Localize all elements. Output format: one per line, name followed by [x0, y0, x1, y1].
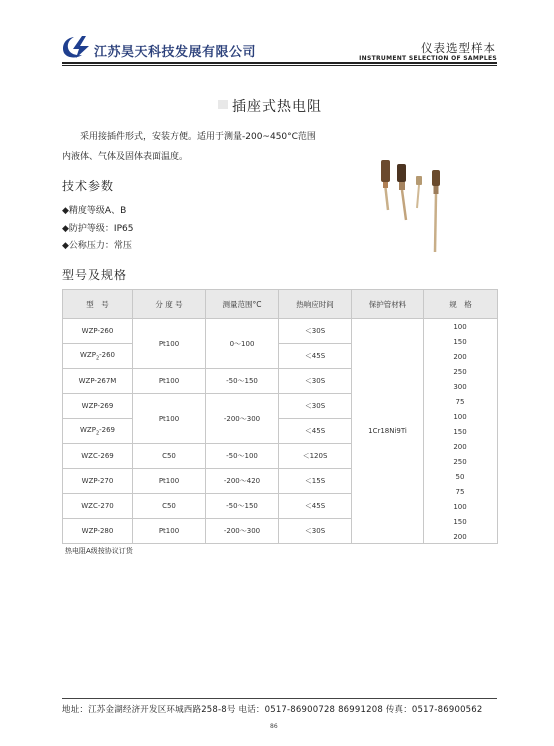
response-cell: ＜45S — [279, 494, 352, 519]
catalog-title-en: INSTRUMENT SELECTION OF SAMPLES — [359, 55, 497, 62]
header-rule-thin — [62, 65, 497, 66]
spec-value: 75 — [455, 488, 465, 496]
spec-value: 200 — [453, 443, 467, 451]
response-cell: ＜15S — [279, 469, 352, 494]
response-cell: ＜30S — [279, 369, 352, 394]
table-note: 热电阻A级按协议订货 — [65, 547, 133, 555]
spec-value: 150 — [453, 518, 467, 526]
spec-value: 300 — [453, 383, 467, 391]
spec-value: 150 — [453, 428, 467, 436]
spec-value: 50 — [455, 473, 465, 481]
graduation-cell: Pt100 — [133, 519, 206, 544]
response-cell: ＜45S — [279, 344, 352, 369]
range-cell: 0～100 — [206, 319, 279, 369]
catalog-title-cn: 仪表选型样本 — [421, 41, 496, 55]
col-header-response: 热响应时间 — [279, 290, 352, 319]
feature-pressure: ◆公称压力：常压 — [62, 241, 132, 251]
col-header-range: 测量范围°C — [206, 290, 279, 319]
model-cell: WZP-267M — [63, 369, 133, 394]
col-header-model: 型 号 — [63, 290, 133, 319]
model-cell: $WZP_2-269$ — [63, 419, 133, 444]
graduation-cell: Pt100 — [133, 394, 206, 444]
col-header-material: 保护管材料 — [352, 290, 424, 319]
response-cell: ＜30S — [279, 319, 352, 344]
range-cell: -200～420 — [206, 469, 279, 494]
spec-values — [423, 317, 497, 544]
header-rule — [62, 62, 497, 64]
range-cell: -50～150 — [206, 494, 279, 519]
spec-value: 200 — [453, 353, 467, 361]
col-header-graduation: 分 度 号 — [133, 290, 206, 319]
graduation-cell: Pt100 — [133, 369, 206, 394]
company-logo — [60, 34, 92, 60]
graduation-cell: C50 — [133, 494, 206, 519]
company-name: 江苏昊天科技发展有限公司 — [94, 45, 257, 60]
range-cell: -200～300 — [206, 519, 279, 544]
spec-value: 150 — [453, 338, 467, 346]
range-cell: -200～300 — [206, 394, 279, 444]
table-header-row — [63, 290, 498, 319]
response-cell: ＜120S — [279, 444, 352, 469]
response-cell: ＜30S — [279, 394, 352, 419]
spec-value: 100 — [453, 503, 467, 511]
spec-value: 250 — [453, 368, 467, 376]
spec-value: 75 — [455, 398, 465, 406]
model-cell: WZP-269 — [63, 394, 133, 419]
footer-contact: 地址：江苏金湖经济开发区环城西路258-8号 电话：0517-86900728 86991208 传真：0517-86900562 — [62, 705, 483, 715]
product-intro — [62, 127, 362, 167]
response-cell: ＜30S — [279, 519, 352, 544]
feature-accuracy: ◆精度等级A、B — [62, 206, 127, 216]
col-header-spec: 规 格 — [424, 290, 498, 319]
model-cell: WZP-270 — [63, 469, 133, 494]
footer-rule — [62, 698, 497, 699]
page-title: 插座式热电阻 — [232, 99, 322, 115]
intro-line-1: 采用接插件形式，安装方便。适用于测量-200~450°C范围 — [80, 132, 316, 142]
title-decoration — [218, 100, 228, 109]
model-cell: $WZP_2-260$ — [63, 344, 133, 369]
range-cell: -50～150 — [206, 369, 279, 394]
models-heading: 型号及规格 — [62, 268, 128, 282]
page-number: 86 — [270, 723, 278, 730]
intro-line-2: 内液体、气体及固体表面温度。 — [62, 152, 189, 162]
response-cell: ＜45S — [279, 419, 352, 444]
graduation-cell: C50 — [133, 444, 206, 469]
model-cell: WZP-280 — [63, 519, 133, 544]
material-cell: 1Cr18Ni9Ti — [352, 319, 424, 544]
feature-protection: ◆防护等级：IP65 — [62, 224, 134, 234]
spec-value: 200 — [453, 533, 467, 541]
model-cell: WZC-270 — [63, 494, 133, 519]
graduation-cell: Pt100 — [133, 319, 206, 369]
graduation-cell: Pt100 — [133, 469, 206, 494]
tech-params-heading: 技术参数 — [62, 179, 115, 193]
product-photo — [372, 158, 460, 258]
model-cell: WZC-269 — [63, 444, 133, 469]
model-cell: WZP-260 — [63, 319, 133, 344]
range-cell: -50～100 — [206, 444, 279, 469]
spec-value: 250 — [453, 458, 467, 466]
spec-value: 100 — [453, 323, 467, 331]
spec-value: 100 — [453, 413, 467, 421]
